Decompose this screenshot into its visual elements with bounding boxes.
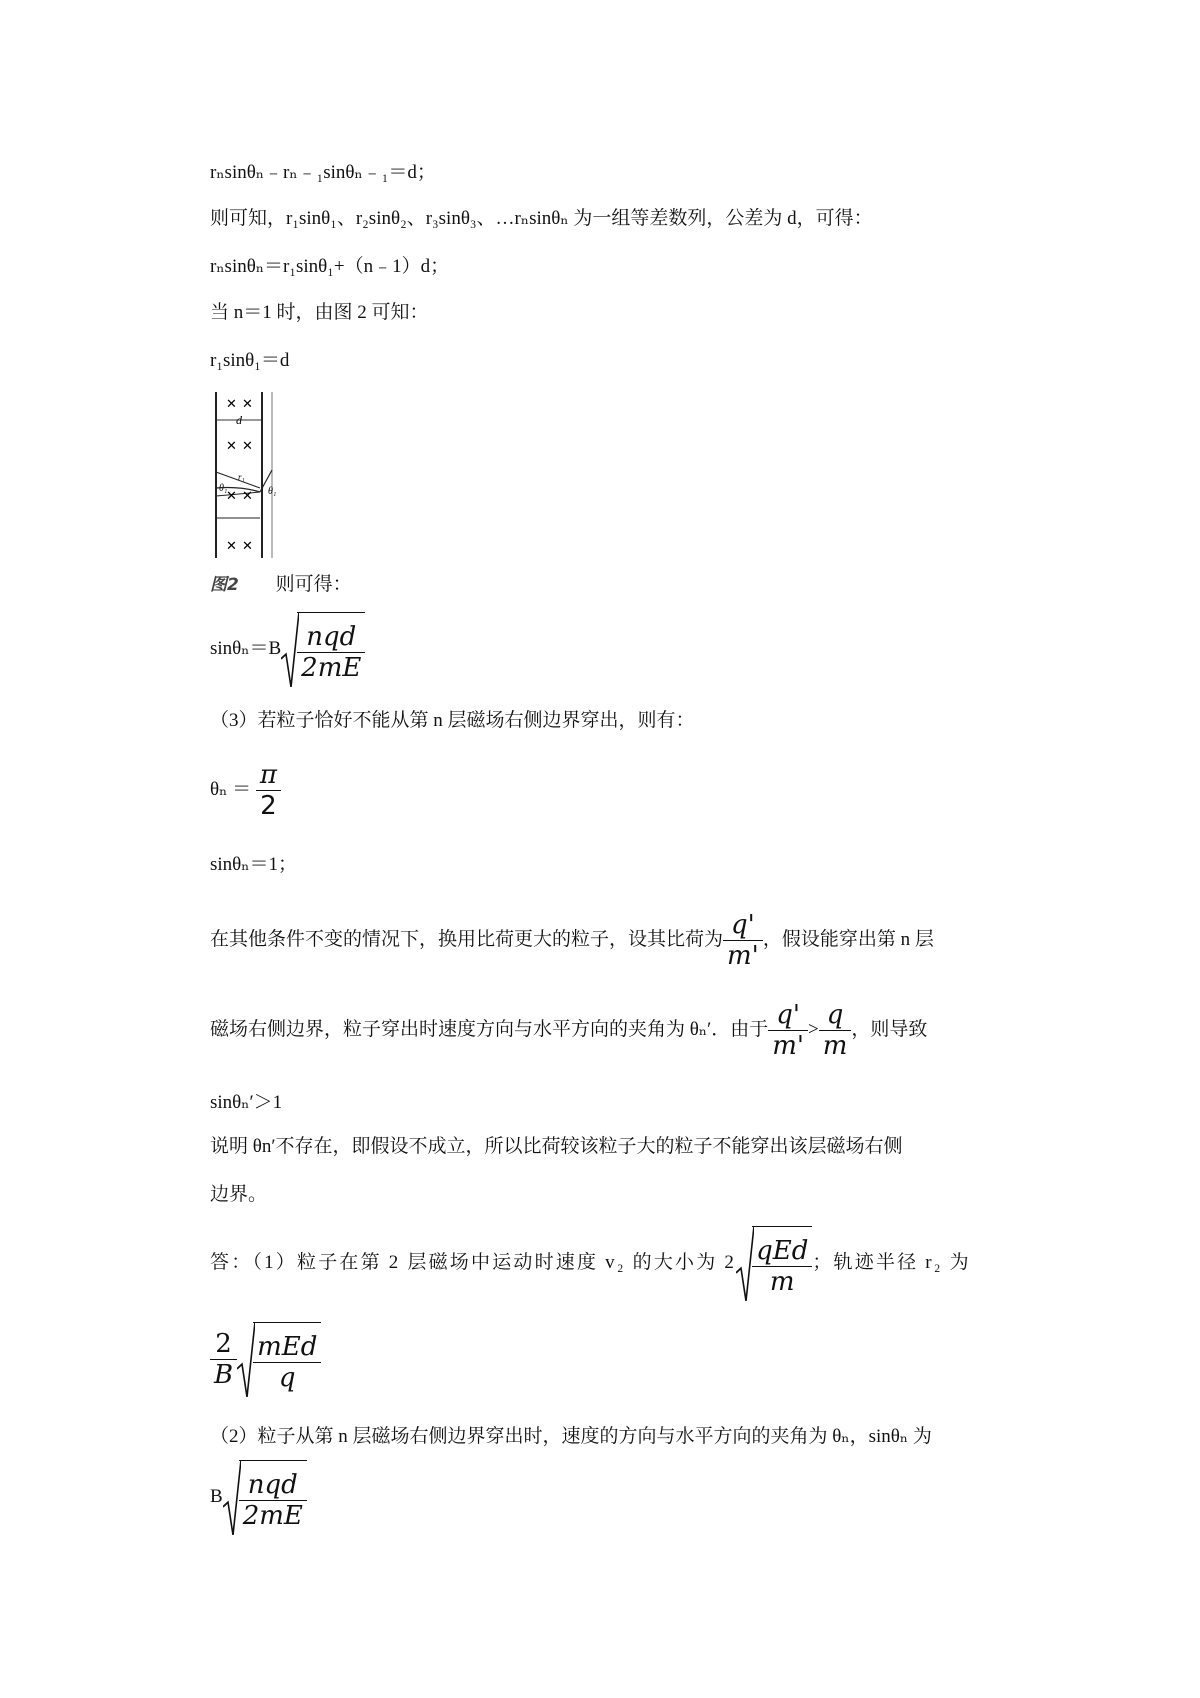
sqrt-expression xyxy=(736,1226,812,1301)
r-label: r₁ xyxy=(238,472,245,482)
cross-mark: ✕ xyxy=(242,396,253,411)
d-label: d xyxy=(236,413,242,427)
figure-caption-line xyxy=(210,572,352,598)
fraction-pi-2 xyxy=(256,760,281,821)
answer-part-2: （2）粒子从第 n 层磁场右侧边界穿出时，速度的方向与水平方向的夹角为 θₙ，sinθₙ 为 xyxy=(210,1426,932,1447)
cross-mark: ✕ xyxy=(226,488,237,503)
cross-mark: ✕ xyxy=(226,438,237,453)
eq-prefix: sinθₙ＝B xyxy=(210,637,282,659)
denominator: 2mE xyxy=(239,1500,307,1531)
answer-sin-value xyxy=(210,1460,307,1535)
text-part: 答：（1）粒子在第 2 层磁场中运动时速度 v₂ 的大小为 2 xyxy=(210,1251,737,1273)
numerator: π xyxy=(259,760,277,791)
numerator: nqd xyxy=(306,621,357,652)
text-conclusion: 说明 θn′不存在，即假设不成立，所以比荷较该粒子大的粒子不能穿出该层磁场右侧 xyxy=(210,1136,903,1157)
denominator: q xyxy=(253,1362,321,1393)
denominator: 2mE xyxy=(297,652,365,683)
text-part-3: （3）若粒子恰好不能从第 n 层磁场右侧边界穿出，则有： xyxy=(210,710,695,731)
text-part: ，假设能穿出第 n 层 xyxy=(762,929,934,950)
answer-part-1 xyxy=(210,1226,971,1301)
eq-sin-gt-1: sinθₙ′＞1 xyxy=(210,1092,283,1113)
eq-general-term: rₙsinθₙ＝r₁sinθ₁+（n﹣1）d； xyxy=(210,256,450,277)
text-part: ；轨迹半径 r₂ 为 xyxy=(812,1251,971,1273)
eq-prefix: θₙ ＝ xyxy=(210,779,252,800)
fraction-2-over-B xyxy=(210,1329,237,1390)
eq-theta-pi-over-2 xyxy=(210,754,281,826)
numerator: qEd xyxy=(756,1235,809,1266)
fraction-q-prime-m-prime xyxy=(723,910,763,971)
fraction-q-prime-m-prime xyxy=(768,1000,808,1061)
sqrt-expression xyxy=(223,1460,307,1535)
figure-2-diagram xyxy=(210,390,280,562)
cross-mark: ✕ xyxy=(226,538,237,553)
sqrt-expression xyxy=(281,612,365,687)
denominator: m xyxy=(819,1030,852,1061)
eq-first-term: r₁sinθ₁＝d xyxy=(210,350,290,371)
denominator: m' xyxy=(768,1030,808,1061)
text-part: ，则导致 xyxy=(851,1019,928,1040)
greater-than: > xyxy=(808,1019,819,1040)
cross-mark: ✕ xyxy=(242,488,253,503)
text-part: 在其他条件不变的情况下，换用比荷更大的粒子，设其比荷为 xyxy=(210,929,724,950)
numerator: q xyxy=(826,1000,844,1031)
text-then-get: 则可得： xyxy=(275,574,352,595)
cross-mark: ✕ xyxy=(242,438,253,453)
numerator: q' xyxy=(731,910,755,941)
fraction-q-m xyxy=(819,1000,852,1061)
denominator: m' xyxy=(723,940,763,971)
text-exit-angle xyxy=(210,994,927,1066)
numerator: q' xyxy=(776,1000,801,1031)
numerator: nqd xyxy=(247,1469,298,1500)
text-larger-charge-ratio xyxy=(210,904,934,976)
denominator: B xyxy=(210,1359,237,1390)
eq-sin-theta-n xyxy=(210,612,365,687)
text-when-n-1: 当 n＝1 时，由图 2 可知： xyxy=(210,302,429,323)
eq-recurrence: rₙsinθₙ﹣rₙ﹣₁sinθₙ﹣₁＝d； xyxy=(210,162,436,183)
text-boundary: 边界。 xyxy=(210,1184,268,1205)
theta-in-label: θ₁ xyxy=(219,483,228,494)
numerator: mEd xyxy=(257,1331,318,1362)
sqrt-expression xyxy=(237,1322,321,1397)
answer-radius xyxy=(210,1322,321,1397)
text-part: 磁场右侧边界，粒子穿出时速度方向与水平方向的夹角为 θₙ′．由于 xyxy=(210,1019,769,1040)
cross-mark: ✕ xyxy=(242,538,253,553)
cross-mark: ✕ xyxy=(226,396,237,411)
eq-prefix: B xyxy=(210,1485,223,1507)
figure-label: 图2 xyxy=(210,575,239,595)
denominator: m xyxy=(752,1266,812,1297)
text-arithmetic-sequence: 则可知，r₁sinθ₁、r₂sinθ₂、r₃sinθ₃、…rₙsinθₙ 为一组等差数列，公差为 d，可得： xyxy=(210,208,873,229)
denominator: 2 xyxy=(256,790,281,821)
theta-out-label: θ₁ xyxy=(268,486,277,497)
numerator: 2 xyxy=(215,1329,232,1359)
eq-sin-equals-1: sinθₙ＝1； xyxy=(210,854,297,875)
